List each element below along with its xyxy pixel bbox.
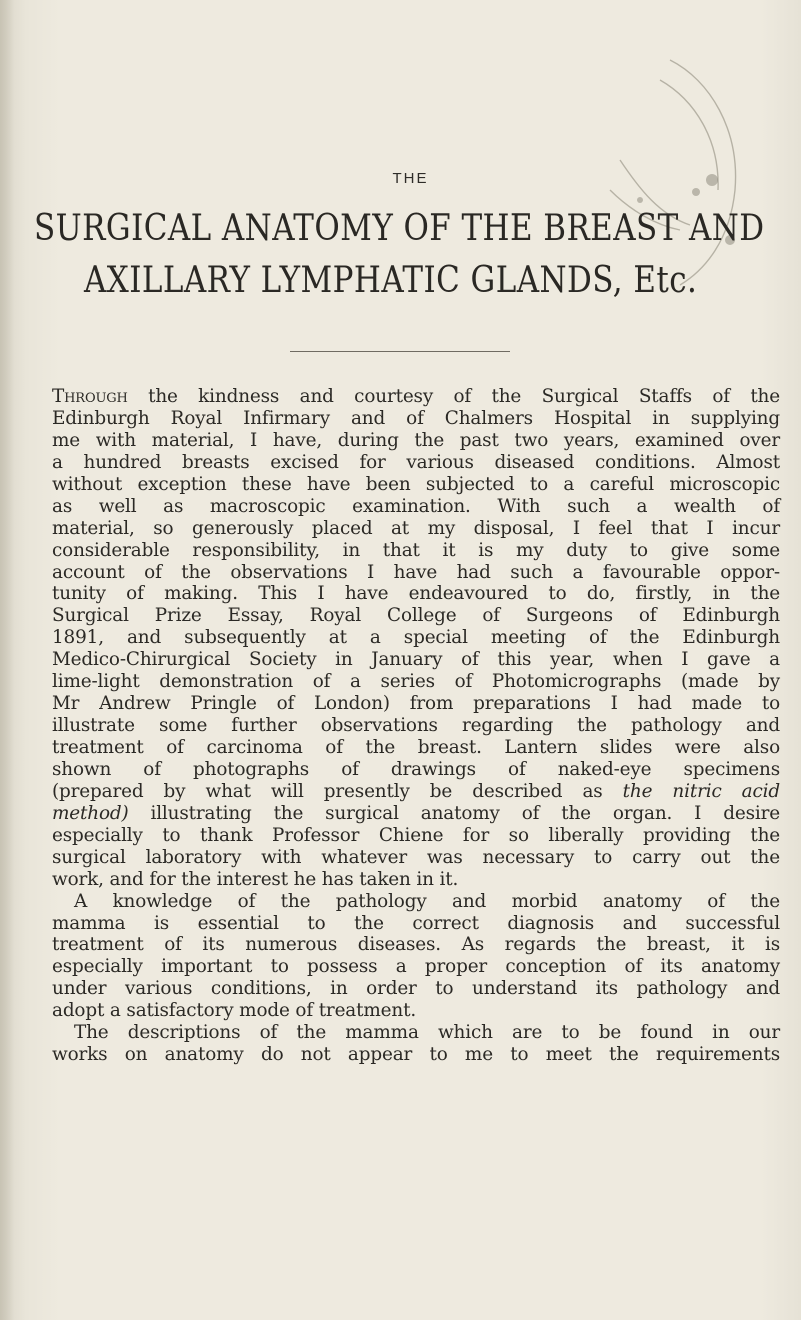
body-text [52,386,780,1066]
text-line: especially important to possess a proper conception of its anatomy [52,956,780,978]
text-line: me with material, I have, during the past two years, examined over [52,429,780,451]
text-line: works on anatomy do not appear to me to meet the requirements [52,1044,780,1066]
text-line: The descriptions of the mamma which are to be found in our [74,1022,780,1044]
title-divider [290,351,510,352]
text-line: without exception these have been subjected to a careful microscopic [52,473,780,495]
text-line: illustrate some further observations regarding the pathology and [52,715,780,737]
text-line: account of the observations I have had such a favourable oppor- [52,561,780,583]
text-line: considerable responsibility, in that it is my duty to give some [52,539,780,561]
text-line: adopt a satisfactory mode of treatment. [52,1000,417,1022]
text-line: Surgical Prize Essay, Royal College of Surgeons of Edinburgh [52,605,780,627]
text-line: material, so generously placed at my disposal, I feel that I incur [52,517,780,539]
text-line: mamma is essential to the correct diagnosis and successful [52,912,780,934]
title-kicker: THE [392,170,429,187]
text-line: A knowledge of the pathology and morbid anatomy of the [74,890,780,912]
title-line-1: SURGICAL ANATOMY OF THE BREAST AND [34,208,765,249]
text-line: lime-light demonstration of a series of Photomicrographs (made by [52,671,780,693]
text-line: treatment of its numerous diseases. As regards the breast, it is [52,934,780,956]
text-line: surgical laboratory with whatever was necessary to carry out the [52,846,780,868]
text-line: under various conditions, in order to understand its pathology and [52,978,780,1000]
title-line-2: AXILLARY LYMPHATIC GLANDS, Etc. [84,260,698,301]
text-line: (prepared by what will presently be described as the nitric acid [52,780,780,802]
text-line: shown of photographs of drawings of naked-eye specimens [52,758,780,780]
text-line: treatment of carcinoma of the breast. Lantern slides were also [52,737,780,758]
text-line: Through the kindness and courtesy of the Surgical Staffs of the [52,386,780,407]
text-line: Mr Andrew Pringle of London) from preparations I had made to [52,693,780,715]
text-line: Medico-Chirurgical Society in January of this year, when I gave a [52,649,780,671]
text-line: Edinburgh Royal Infirmary and of Chalmers Hospital in supplying [52,407,780,429]
text-line: 1891, and subsequently at a special meeting of the Edinburgh [52,627,780,649]
binding-shadow [0,0,14,1320]
text-line: method) illustrating the surgical anatomy of the organ. I desire [52,802,780,824]
text-line: a hundred breasts excised for various diseased conditions. Almost [52,451,780,473]
text-line: as well as macroscopic examination. With such a wealth of [52,495,780,517]
text-line: work, and for the interest he has taken in it. [52,868,459,890]
library-stamp-mark [600,40,750,290]
text-line: tunity of making. This I have endeavoured to do, firstly, in the [52,583,780,605]
text-line: especially to thank Professor Chiene for so liberally providing the [52,824,780,846]
